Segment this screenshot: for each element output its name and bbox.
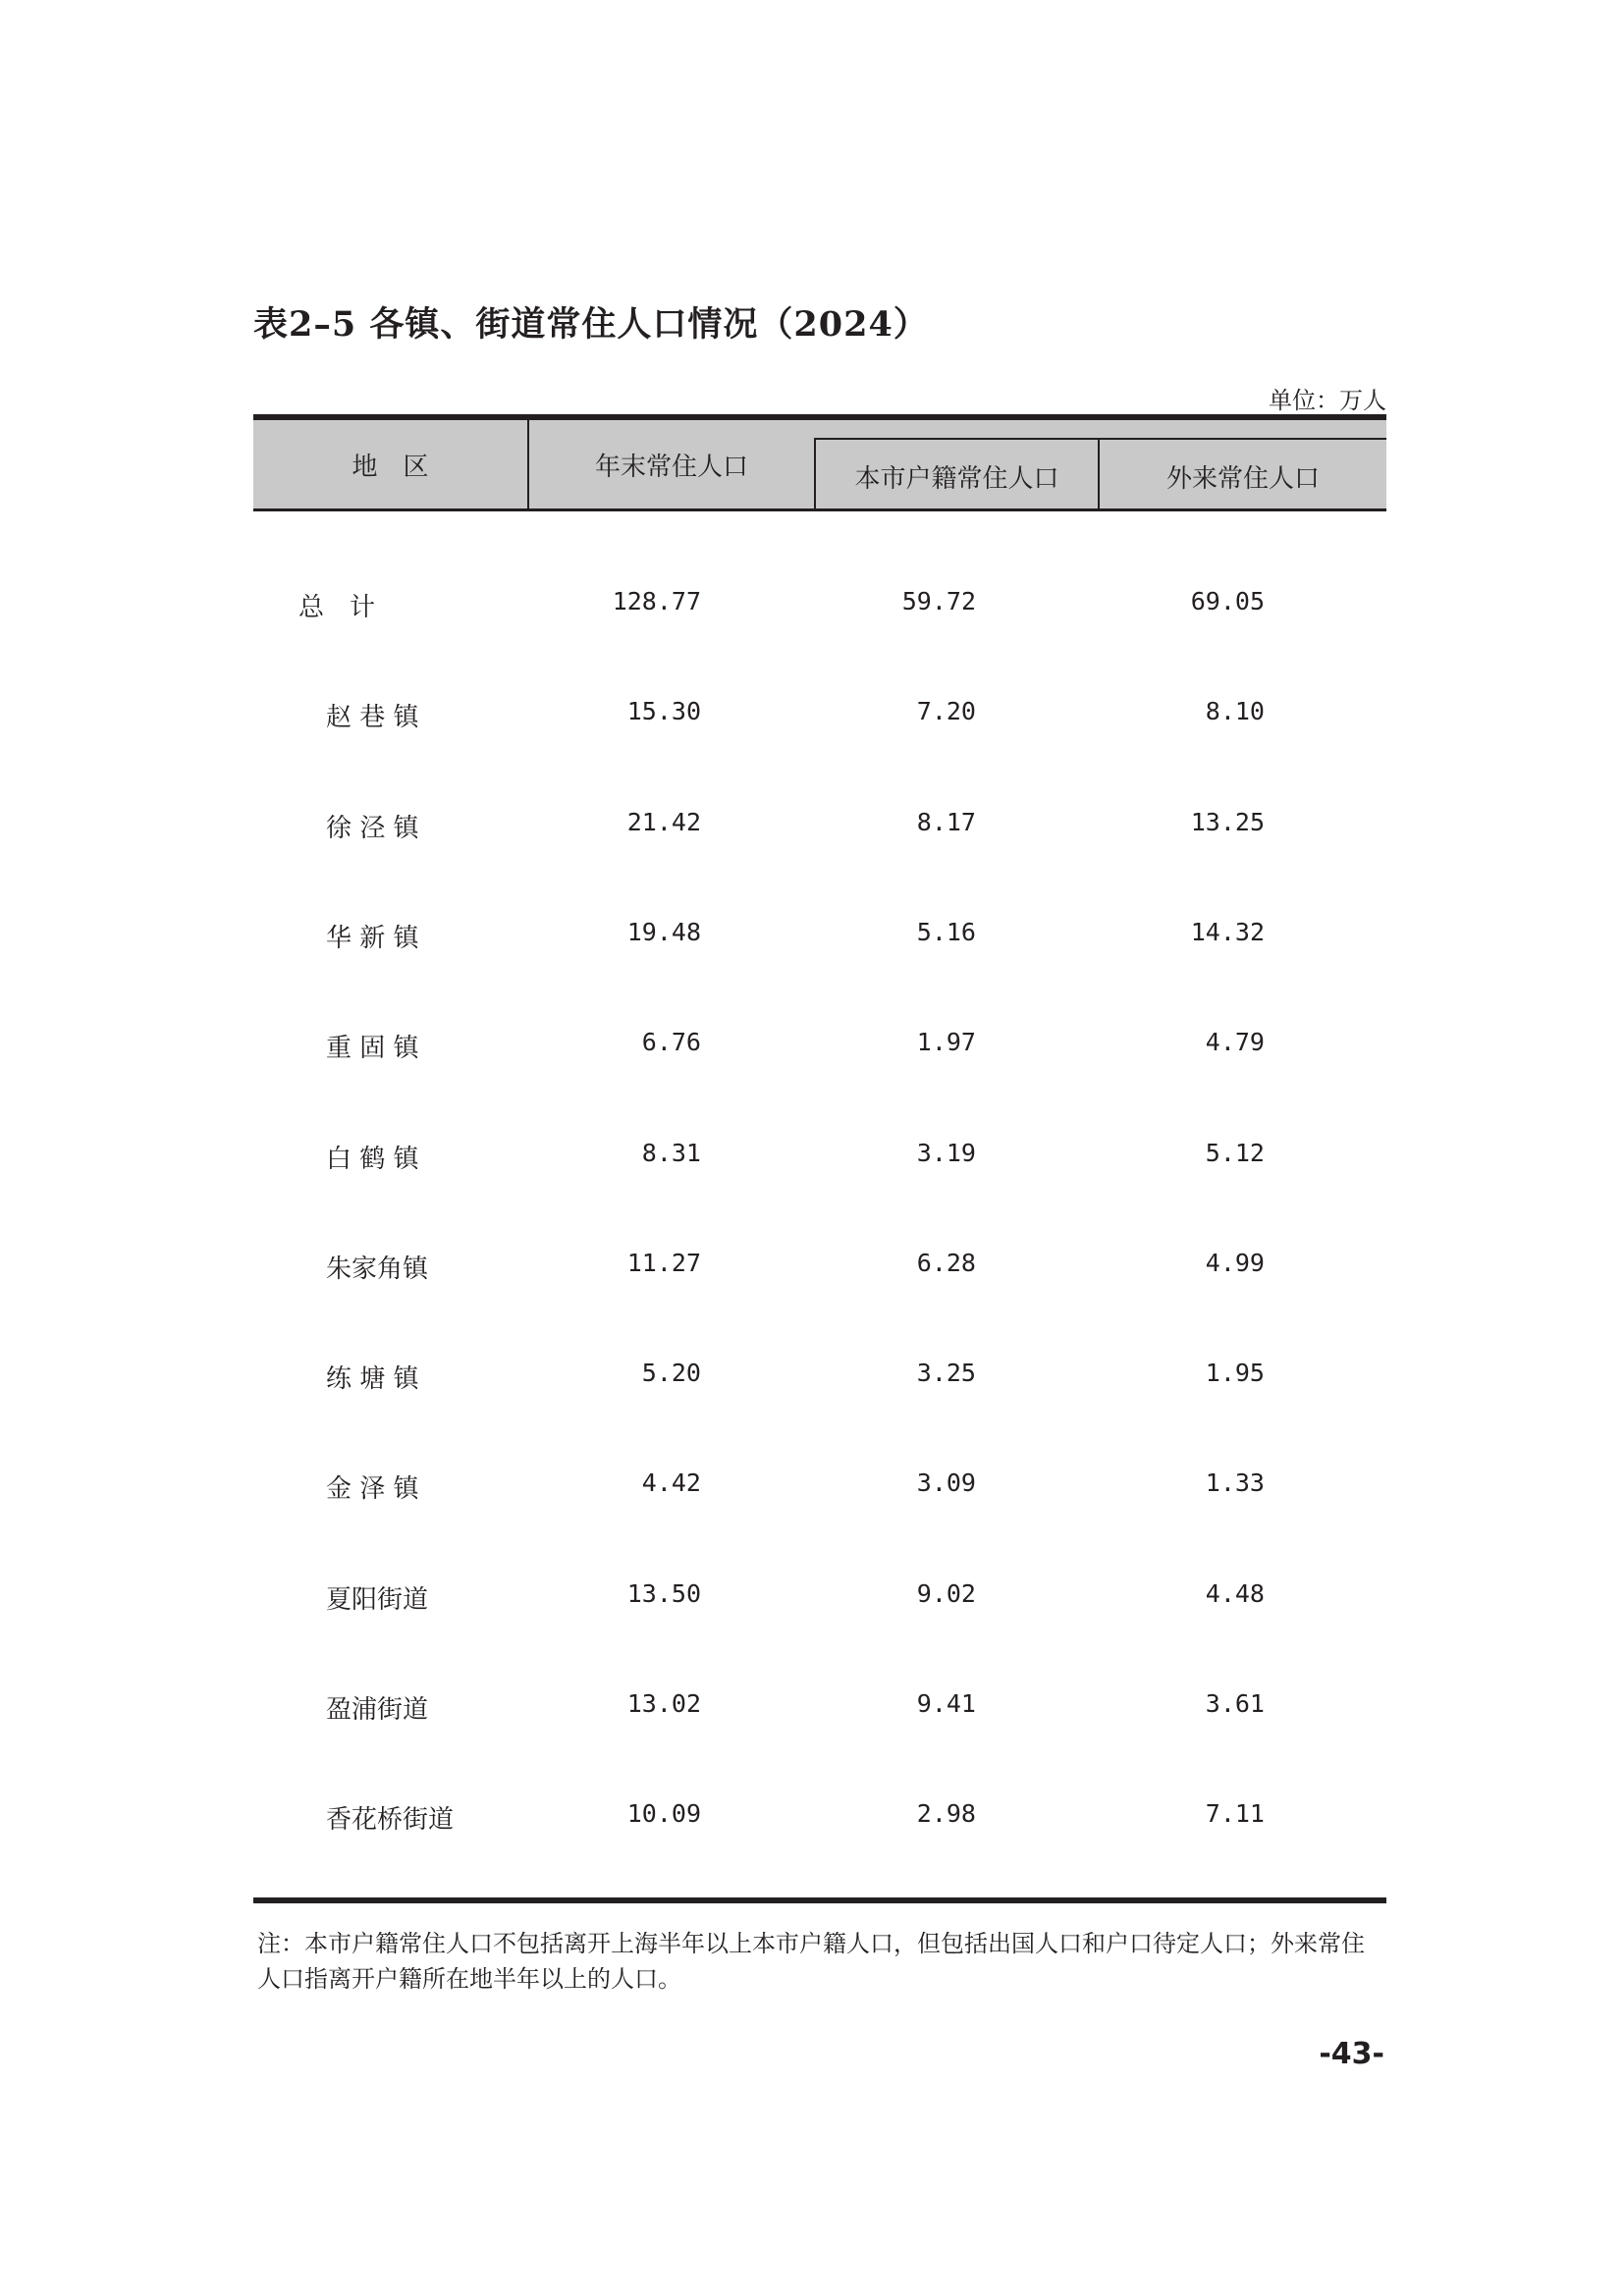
table-row <box>0 808 1624 857</box>
cell-registered: 6.28 <box>916 1248 976 1277</box>
cell-registered: 7.20 <box>916 697 976 726</box>
cell-total: 21.42 <box>626 807 701 836</box>
table-row <box>0 1028 1624 1077</box>
region-name: 朱家角镇 <box>326 1254 429 1284</box>
header-subrule <box>814 438 1386 440</box>
region-name: 金 泽 镇 <box>326 1474 419 1505</box>
header-bottom-rule <box>253 508 1386 511</box>
region-name: 华 新 镇 <box>326 923 419 953</box>
cell-registered: 8.17 <box>916 807 976 836</box>
cell-registered: 2.98 <box>916 1799 976 1829</box>
table-row <box>0 1249 1624 1298</box>
cell-migrant: 8.10 <box>1205 697 1265 726</box>
region-name: 徐 泾 镇 <box>326 813 419 843</box>
cell-total: 4.42 <box>641 1468 701 1498</box>
cell-registered: 59.72 <box>901 587 976 615</box>
cell-total: 5.20 <box>641 1359 701 1388</box>
cell-migrant: 4.79 <box>1205 1028 1265 1057</box>
cell-total: 13.02 <box>626 1689 701 1718</box>
cell-registered: 3.09 <box>916 1468 976 1498</box>
table-bottom-rule <box>253 1897 1386 1903</box>
region-name: 总 计 <box>298 593 376 622</box>
table-row <box>0 1579 1624 1629</box>
unit-label: 单位：万人 <box>1269 387 1386 414</box>
cell-total: 6.76 <box>641 1028 701 1057</box>
region-name: 练 塘 镇 <box>326 1364 419 1395</box>
cell-total: 128.77 <box>612 587 701 615</box>
region-name: 赵 巷 镇 <box>326 703 419 733</box>
region-name: 白 鹤 镇 <box>326 1144 419 1174</box>
table-row <box>0 1468 1624 1518</box>
region-name: 重 固 镇 <box>326 1034 419 1064</box>
cell-registered: 1.97 <box>916 1028 976 1057</box>
cell-total: 13.50 <box>626 1578 701 1608</box>
cell-total: 10.09 <box>626 1799 701 1829</box>
cell-migrant: 13.25 <box>1190 807 1265 836</box>
cell-registered: 9.41 <box>916 1689 976 1718</box>
cell-migrant: 3.61 <box>1205 1689 1265 1718</box>
cell-registered: 9.02 <box>916 1578 976 1608</box>
table-row <box>0 587 1624 636</box>
cell-migrant: 14.32 <box>1190 917 1265 946</box>
header-migrant: 外来常住人口 <box>1165 464 1320 494</box>
cell-migrant: 7.11 <box>1205 1799 1265 1829</box>
header-registered: 本市户籍常住人口 <box>854 464 1059 494</box>
page-number: -43- <box>1319 2037 1384 2071</box>
cell-migrant: 4.48 <box>1205 1578 1265 1608</box>
cell-migrant: 1.95 <box>1205 1359 1265 1388</box>
region-name: 夏阳街道 <box>326 1584 429 1615</box>
header-region: 地 区 <box>352 453 429 482</box>
cell-migrant: 69.05 <box>1190 587 1265 615</box>
cell-migrant: 4.99 <box>1205 1248 1265 1277</box>
footnote: 注：本市户籍常住人口不包括离开上海半年以上本市户籍人口，但包括出国人口和户口待定人口；外来常住人口指离开户籍所在地半年以上的人口。 <box>257 1930 1365 1993</box>
cell-migrant: 5.12 <box>1205 1138 1265 1167</box>
cell-registered: 3.19 <box>916 1138 976 1167</box>
table-row <box>0 1689 1624 1738</box>
cell-total: 15.30 <box>626 697 701 726</box>
table-row <box>0 1359 1624 1408</box>
table-row <box>0 918 1624 967</box>
cell-total: 8.31 <box>641 1138 701 1167</box>
table-row <box>0 1799 1624 1848</box>
cell-registered: 5.16 <box>916 917 976 946</box>
table-row <box>0 1139 1624 1188</box>
cell-total: 11.27 <box>626 1248 701 1277</box>
cell-migrant: 1.33 <box>1205 1468 1265 1498</box>
table-row <box>0 697 1624 746</box>
cell-total: 19.48 <box>626 917 701 946</box>
page-title: 表2–5 各镇、街道常住人口情况（2024） <box>253 304 929 345</box>
header-total: 年末常住人口 <box>594 453 748 482</box>
region-name: 盈浦街道 <box>326 1695 429 1725</box>
cell-registered: 3.25 <box>916 1359 976 1388</box>
region-name: 香花桥街道 <box>326 1805 455 1836</box>
